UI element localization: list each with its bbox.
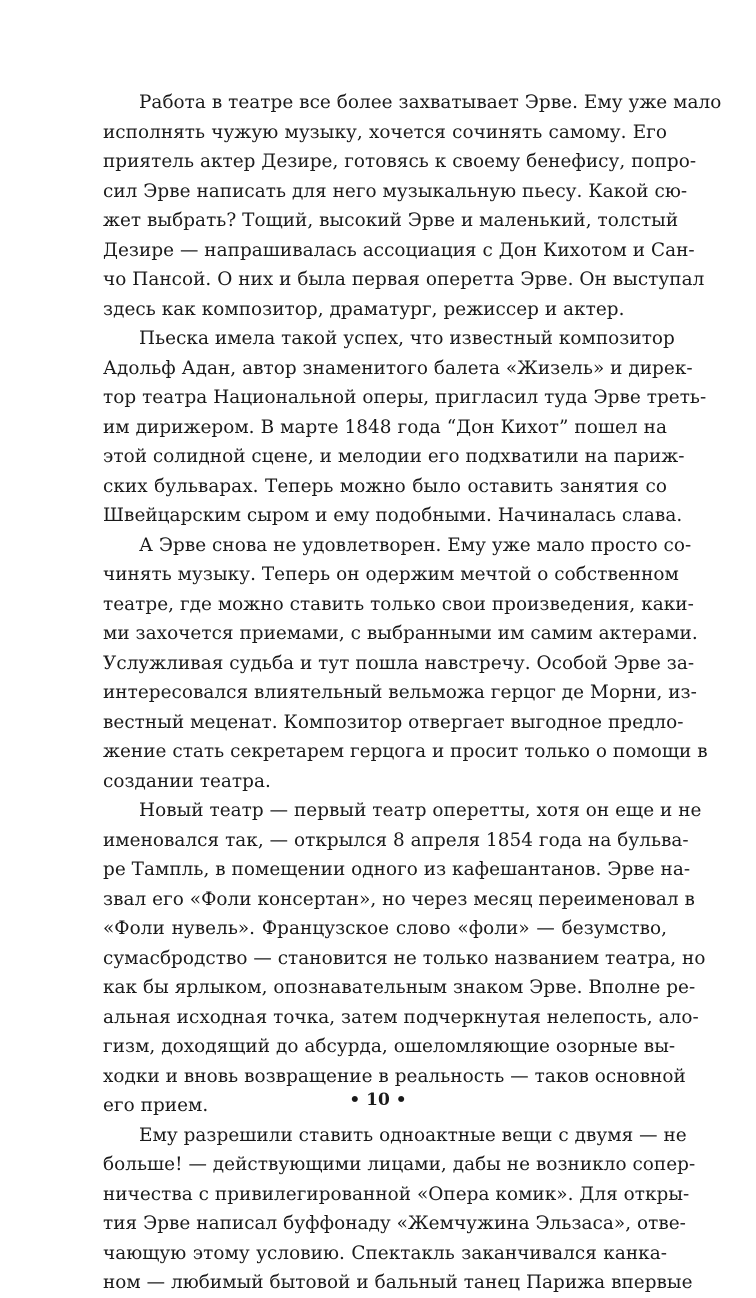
text-line: Ему разрешили ставить одноактные вещи с двумя — не [139, 1124, 687, 1146]
text-line: ских бульварах. Теперь можно было оставить занятия со [103, 475, 667, 497]
paragraph [103, 324, 707, 531]
paragraph [103, 796, 706, 1121]
page-number: • 10 • [349, 1090, 407, 1110]
text-line: исполнять чужую музыку, хочется сочинять самому. Его [103, 121, 667, 143]
text-line: приятель актер Дезире, готовясь к своему бенефису, попро- [103, 151, 697, 172]
text-line: чинять музыку. Теперь он одержим мечтой о собственном [103, 564, 679, 585]
text-line: ходки и вновь возвращение в реальность — таков основной [103, 1065, 686, 1087]
text-line: ном — любимый бытовой и бальный танец Парижа впервые [103, 1272, 693, 1293]
text-line: именовался так, — открылся 8 апреля 1854 года на бульва- [103, 829, 689, 851]
text-line: гизм, доходящий до абсурда, ошеломляющие озорные вы- [103, 1036, 676, 1057]
text-line: Адольф Адан, автор знаменитого балета «Жизель» и дирек- [103, 357, 693, 379]
text-line: тор театра Национальной оперы, пригласил туда Эрве треть- [103, 387, 707, 408]
text-line: вестный меценат. Композитор отвергает выгодное предло- [103, 711, 684, 733]
text-line: чающую этому условию. Спектакль заканчивался канка- [103, 1242, 667, 1264]
text-line: Услужливая судьба и тут пошла навстречу. Особой Эрве за- [103, 652, 695, 674]
text-line: здесь как композитор, драматург, режиссер и актер. [103, 298, 625, 320]
text-line: театре, где можно ставить только свои произведения, каки- [103, 593, 694, 615]
paragraph [103, 531, 708, 797]
text-line: интересовался влиятельный вельможа герцог де Морни, из- [103, 682, 697, 703]
text-line: создании театра. [103, 770, 271, 792]
text-line: звал его «Фоли консертан», но через месяц переименовал в [103, 888, 695, 910]
text-line: Работа в театре все более захватывает Эрве. Ему уже мало [139, 92, 722, 113]
text-line: чо Пансой. О них и была первая оперетта Эрве. Он выступал [103, 269, 705, 290]
text-line: жет выбрать? Тощий, высокий Эрве и маленький, толстый [103, 210, 679, 231]
text-line: Пьеска имела такой успех, что известный композитор [139, 328, 675, 349]
text-line: ми захочется приемами, с выбранными им самим актерами. [103, 623, 698, 644]
body-text [103, 88, 722, 1298]
text-line: ничества с привилегированной «Опера комик». Для откры- [103, 1183, 690, 1205]
text-line: больше! — действующими лицами, дабы не возникло сопер- [103, 1154, 696, 1175]
text-line: его прием. [103, 1095, 209, 1116]
text-line: А Эрве снова не удовлетворен. Ему уже мало просто со- [139, 534, 692, 556]
text-line: «Фоли нувель». Французское слово «фоли» — безумство, [103, 918, 667, 939]
text-line: альная исходная точка, затем подчеркнутая нелепость, ало- [103, 1006, 699, 1028]
text-line: тия Эрве написал буффонаду «Жемчужина Эльзаса», отве- [103, 1213, 686, 1234]
text-line: как бы ярлыком, опознавательным знаком Эрве. Вполне ре- [103, 977, 696, 998]
text-line: ре Тампль, в помещении одного из кафешантанов. Эрве на- [103, 859, 691, 880]
text-line: сил Эрве написать для него музыкальную пьесу. Какой сю- [103, 180, 688, 202]
text-line: Швейцарским сыром и ему подобными. Начиналась слава. [103, 505, 683, 526]
text-line: этой солидной сцене, и мелодии его подхватили на париж- [103, 446, 685, 467]
text-line: жение стать секретарем герцога и просит только о помощи в [103, 741, 708, 762]
paragraph [103, 1121, 696, 1298]
paragraph [103, 88, 722, 324]
text-line: Дезире — напрашивалась ассоциация с Дон Кихотом и Сан- [103, 239, 695, 261]
text-line: Новый театр — первый театр оперетты, хотя он еще и не [139, 800, 702, 821]
text-line: им дирижером. В марте 1848 года “Дон Кихот” пошел на [103, 416, 667, 438]
text-line: сумасбродство — становится не только названием театра, но [103, 947, 706, 969]
